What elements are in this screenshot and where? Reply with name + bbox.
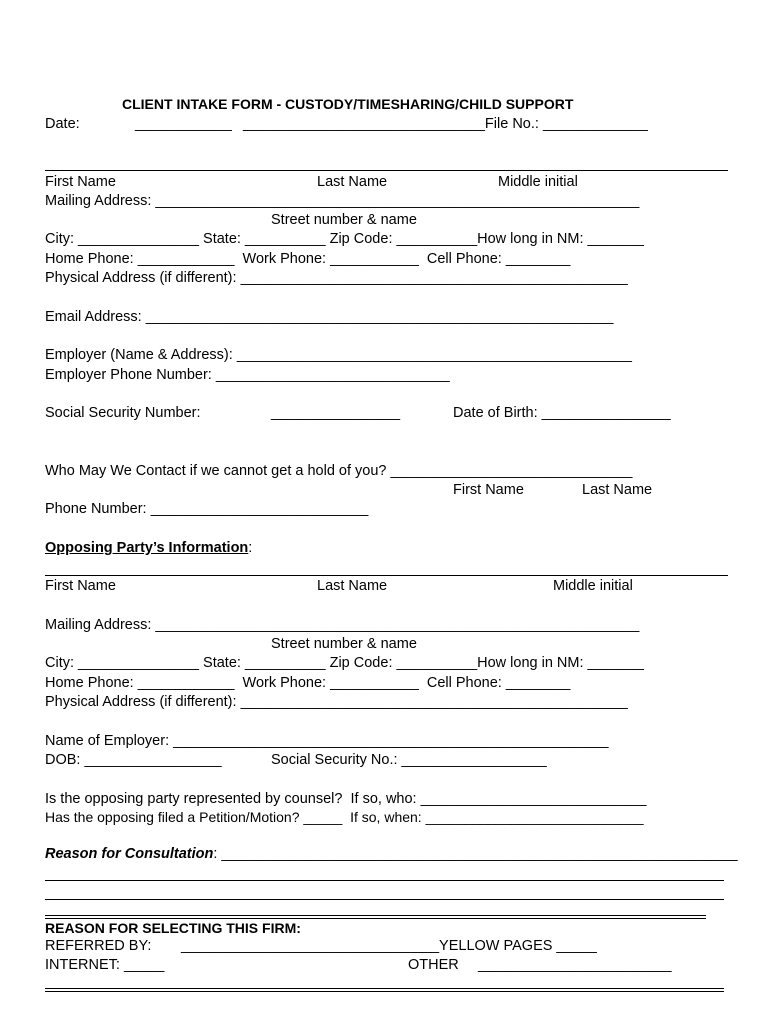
referred-by-field[interactable]: ________________________________YELLOW PAGES _____ bbox=[181, 938, 597, 954]
date-blank[interactable]: ____________ bbox=[135, 116, 232, 132]
opposing-petition-field[interactable]: Has the opposing filed a Petition/Motion? _____ If so, when: ____________________________ bbox=[45, 809, 644, 825]
opposing-employer-field[interactable]: Name of Employer: ______________________________________________________ bbox=[45, 733, 609, 749]
opposing-street-hint: Street number & name bbox=[271, 636, 417, 652]
contact-question-field[interactable]: Who May We Contact if we cannot get a hold of you? ______________________________ bbox=[45, 463, 633, 479]
client-ssn-label: Social Security Number: bbox=[45, 405, 201, 421]
opposing-middle-initial-label: Middle initial bbox=[553, 578, 633, 594]
divider-top bbox=[45, 170, 728, 171]
double-rule-bottom-b bbox=[45, 991, 724, 992]
opposing-city-line[interactable]: City: _______________ State: __________ Zip Code: __________How long in NM: _______ bbox=[45, 655, 644, 671]
consultation-row[interactable] bbox=[45, 846, 738, 863]
consultation-line-2[interactable] bbox=[45, 880, 724, 881]
contact-phone-field[interactable]: Phone Number: ___________________________ bbox=[45, 501, 369, 517]
opposing-phone-line[interactable]: Home Phone: ____________ Work Phone: ___________ Cell Phone: ________ bbox=[45, 675, 571, 691]
opposing-heading-colon: : bbox=[248, 540, 253, 556]
opposing-heading-row bbox=[45, 540, 252, 557]
file-no-field[interactable]: ______________________________File No.: _____________ bbox=[243, 116, 648, 132]
referred-by-label: REFERRED BY: bbox=[45, 938, 152, 954]
divider-opposing bbox=[45, 575, 728, 576]
opposing-last-name-label: Last Name bbox=[317, 578, 388, 594]
client-middle-initial-label: Middle initial bbox=[498, 174, 578, 190]
firm-heading: REASON FOR SELECTING THIS FIRM: bbox=[45, 920, 301, 936]
client-first-name-label: First Name bbox=[45, 174, 116, 190]
contact-last-name-label: Last Name bbox=[582, 482, 653, 498]
consultation-field[interactable]: : ________________________________________________________________ bbox=[213, 846, 738, 862]
client-employer-phone-field[interactable]: Employer Phone Number: _____________________________ bbox=[45, 367, 450, 383]
opposing-mailing-address[interactable]: Mailing Address: ____________________________________________________________ bbox=[45, 617, 640, 633]
client-mailing-address[interactable]: Mailing Address: ____________________________________________________________ bbox=[45, 193, 640, 209]
internet-field[interactable]: INTERNET: _____ bbox=[45, 957, 165, 973]
other-label: OTHER bbox=[408, 957, 459, 973]
double-rule-top-b bbox=[45, 918, 706, 919]
client-phone-line[interactable]: Home Phone: ____________ Work Phone: ___________ Cell Phone: ________ bbox=[45, 251, 571, 267]
opposing-heading: Opposing Party’s Information bbox=[45, 540, 249, 556]
double-rule-top-a bbox=[45, 915, 706, 916]
other-field[interactable]: ________________________ bbox=[478, 957, 672, 973]
opposing-counsel-field[interactable]: Is the opposing party represented by counsel? If so, who: ____________________________ bbox=[45, 791, 647, 807]
client-last-name-label: Last Name bbox=[317, 174, 388, 190]
client-ssn-blank[interactable]: ________________ bbox=[271, 405, 401, 421]
consultation-label: Reason for Consultation bbox=[45, 846, 214, 862]
contact-first-name-label: First Name bbox=[453, 482, 524, 498]
consultation-line-3[interactable] bbox=[45, 899, 724, 900]
double-rule-bottom-a bbox=[45, 988, 724, 989]
client-email-field[interactable]: Email Address: __________________________________________________________ bbox=[45, 309, 614, 325]
date-label: Date: bbox=[45, 116, 80, 132]
client-street-hint: Street number & name bbox=[271, 212, 417, 228]
form-title: CLIENT INTAKE FORM - CUSTODY/TIMESHARING/CHILD SUPPORT bbox=[122, 96, 574, 112]
client-dob-field[interactable]: Date of Birth: ________________ bbox=[453, 405, 671, 421]
opposing-dob-field[interactable]: DOB: _________________ bbox=[45, 752, 222, 768]
client-physical-address[interactable]: Physical Address (if different): ________________________________________________ bbox=[45, 270, 628, 286]
client-city-line[interactable]: City: _______________ State: __________ Zip Code: __________How long in NM: _______ bbox=[45, 231, 644, 247]
opposing-physical-address[interactable]: Physical Address (if different): ________________________________________________ bbox=[45, 694, 628, 710]
client-employer-field[interactable]: Employer (Name & Address): _________________________________________________ bbox=[45, 347, 632, 363]
opposing-ssn-field[interactable]: Social Security No.: __________________ bbox=[271, 752, 547, 768]
opposing-first-name-label: First Name bbox=[45, 578, 116, 594]
